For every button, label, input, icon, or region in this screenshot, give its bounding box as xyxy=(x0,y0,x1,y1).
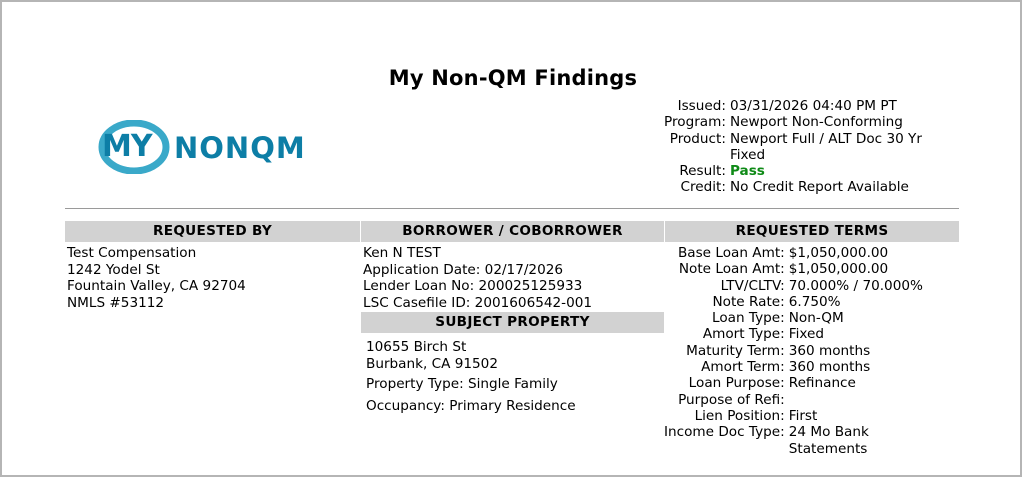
terms-row xyxy=(664,408,949,424)
credit-label: Credit: xyxy=(680,179,726,196)
terms-row xyxy=(664,375,949,391)
property-city: Burbank, CA 91502 xyxy=(366,355,498,372)
application-date: Application Date: 02/17/2026 xyxy=(363,261,564,278)
product-label: Product: xyxy=(669,130,726,147)
terms-row xyxy=(664,245,949,261)
maturity-term-label: Maturity Term: xyxy=(686,342,785,359)
requested-terms-header: REQUESTED TERMS xyxy=(665,221,959,242)
lender-loan-number: Lender Loan No: 200025125933 xyxy=(363,278,583,294)
amort-type-value: Fixed xyxy=(788,326,824,343)
ltv-cltv-label: LTV/CLTV: xyxy=(720,277,785,294)
summary-row-program xyxy=(664,114,935,130)
requested-by-nmls: NMLS #53112 xyxy=(67,294,165,311)
property-street: 10655 Birch St xyxy=(366,339,467,355)
issued-value: 03/31/2026 04:40 PM PT xyxy=(729,98,897,114)
loan-type-value: Non-QM xyxy=(788,310,844,327)
amort-type-label: Amort Type: xyxy=(702,326,785,343)
terms-row xyxy=(664,326,949,342)
result-label: Result: xyxy=(679,163,726,180)
logo-my-text: MY xyxy=(102,129,152,164)
borrower-header: BORROWER / COBORROWER xyxy=(361,221,664,242)
income-doc-type-label: Income Doc Type: xyxy=(664,424,785,441)
maturity-term-value: 360 months xyxy=(788,342,871,359)
note-rate-value: 6.750% xyxy=(788,293,841,310)
logo-nonqm-text: NONQM xyxy=(174,131,306,165)
summary-row-result xyxy=(664,163,935,179)
summary-row-credit xyxy=(664,179,935,195)
terms-row xyxy=(664,343,949,359)
mynonqm-logo xyxy=(98,120,330,174)
section-divider xyxy=(65,208,959,209)
terms-row xyxy=(664,310,949,326)
amort-term-value: 360 months xyxy=(788,359,871,376)
requested-by-company: Test Compensation xyxy=(67,245,197,261)
summary-row-issued xyxy=(664,98,935,114)
loan-purpose-value: Refinance xyxy=(788,375,856,392)
program-value: Newport Non-Conforming xyxy=(729,114,903,131)
subject-property-header: SUBJECT PROPERTY xyxy=(361,312,664,333)
property-type: Property Type: Single Family xyxy=(366,376,558,392)
terms-row xyxy=(664,278,949,294)
terms-row xyxy=(664,359,949,375)
income-doc-type-value: 24 Mo Bank Statements xyxy=(788,424,869,457)
loan-type-label: Loan Type: xyxy=(712,310,785,327)
base-loan-amt-label: Base Loan Amt: xyxy=(677,245,785,261)
lien-position-value: First xyxy=(788,407,818,424)
amort-term-label: Amort Term: xyxy=(701,359,785,376)
terms-row xyxy=(664,392,949,408)
lsc-casefile-id: LSC Casefile ID: 2001606542-001 xyxy=(363,294,593,311)
issued-label: Issued: xyxy=(677,98,726,114)
lien-position-label: Lien Position: xyxy=(694,407,785,424)
base-loan-amt-value: $1,050,000.00 xyxy=(788,245,889,261)
requested-terms-block xyxy=(664,245,949,457)
requested-by-street: 1242 Yodel St xyxy=(67,261,160,278)
ltv-cltv-value: 70.000% / 70.000% xyxy=(788,277,923,294)
property-address xyxy=(366,339,498,372)
page-title: My Non-QM Findings xyxy=(388,66,638,90)
requested-by-header: REQUESTED BY xyxy=(65,221,360,242)
terms-row xyxy=(664,424,949,457)
requested-by-block xyxy=(67,245,246,311)
borrower-name: Ken N TEST xyxy=(363,245,441,261)
purpose-of-refi-label: Purpose of Refi: xyxy=(678,391,785,408)
terms-row xyxy=(664,294,949,310)
loan-purpose-label: Loan Purpose: xyxy=(688,375,785,392)
terms-row xyxy=(664,261,949,277)
note-loan-amt-value: $1,050,000.00 xyxy=(788,261,889,278)
note-rate-label: Note Rate: xyxy=(712,293,785,310)
findings-summary xyxy=(664,98,935,196)
summary-row-product xyxy=(664,131,935,164)
note-loan-amt-label: Note Loan Amt: xyxy=(678,261,785,278)
program-label: Program: xyxy=(664,114,726,131)
result-value: Pass xyxy=(729,163,765,180)
product-value: Newport Full / ALT Doc 30 Yr Fixed xyxy=(729,130,922,163)
purpose-of-refi-value xyxy=(789,392,949,408)
credit-value: No Credit Report Available xyxy=(729,179,909,196)
borrower-block xyxy=(363,245,592,311)
property-occupancy: Occupancy: Primary Residence xyxy=(366,398,576,414)
requested-by-city: Fountain Valley, CA 92704 xyxy=(67,278,246,294)
